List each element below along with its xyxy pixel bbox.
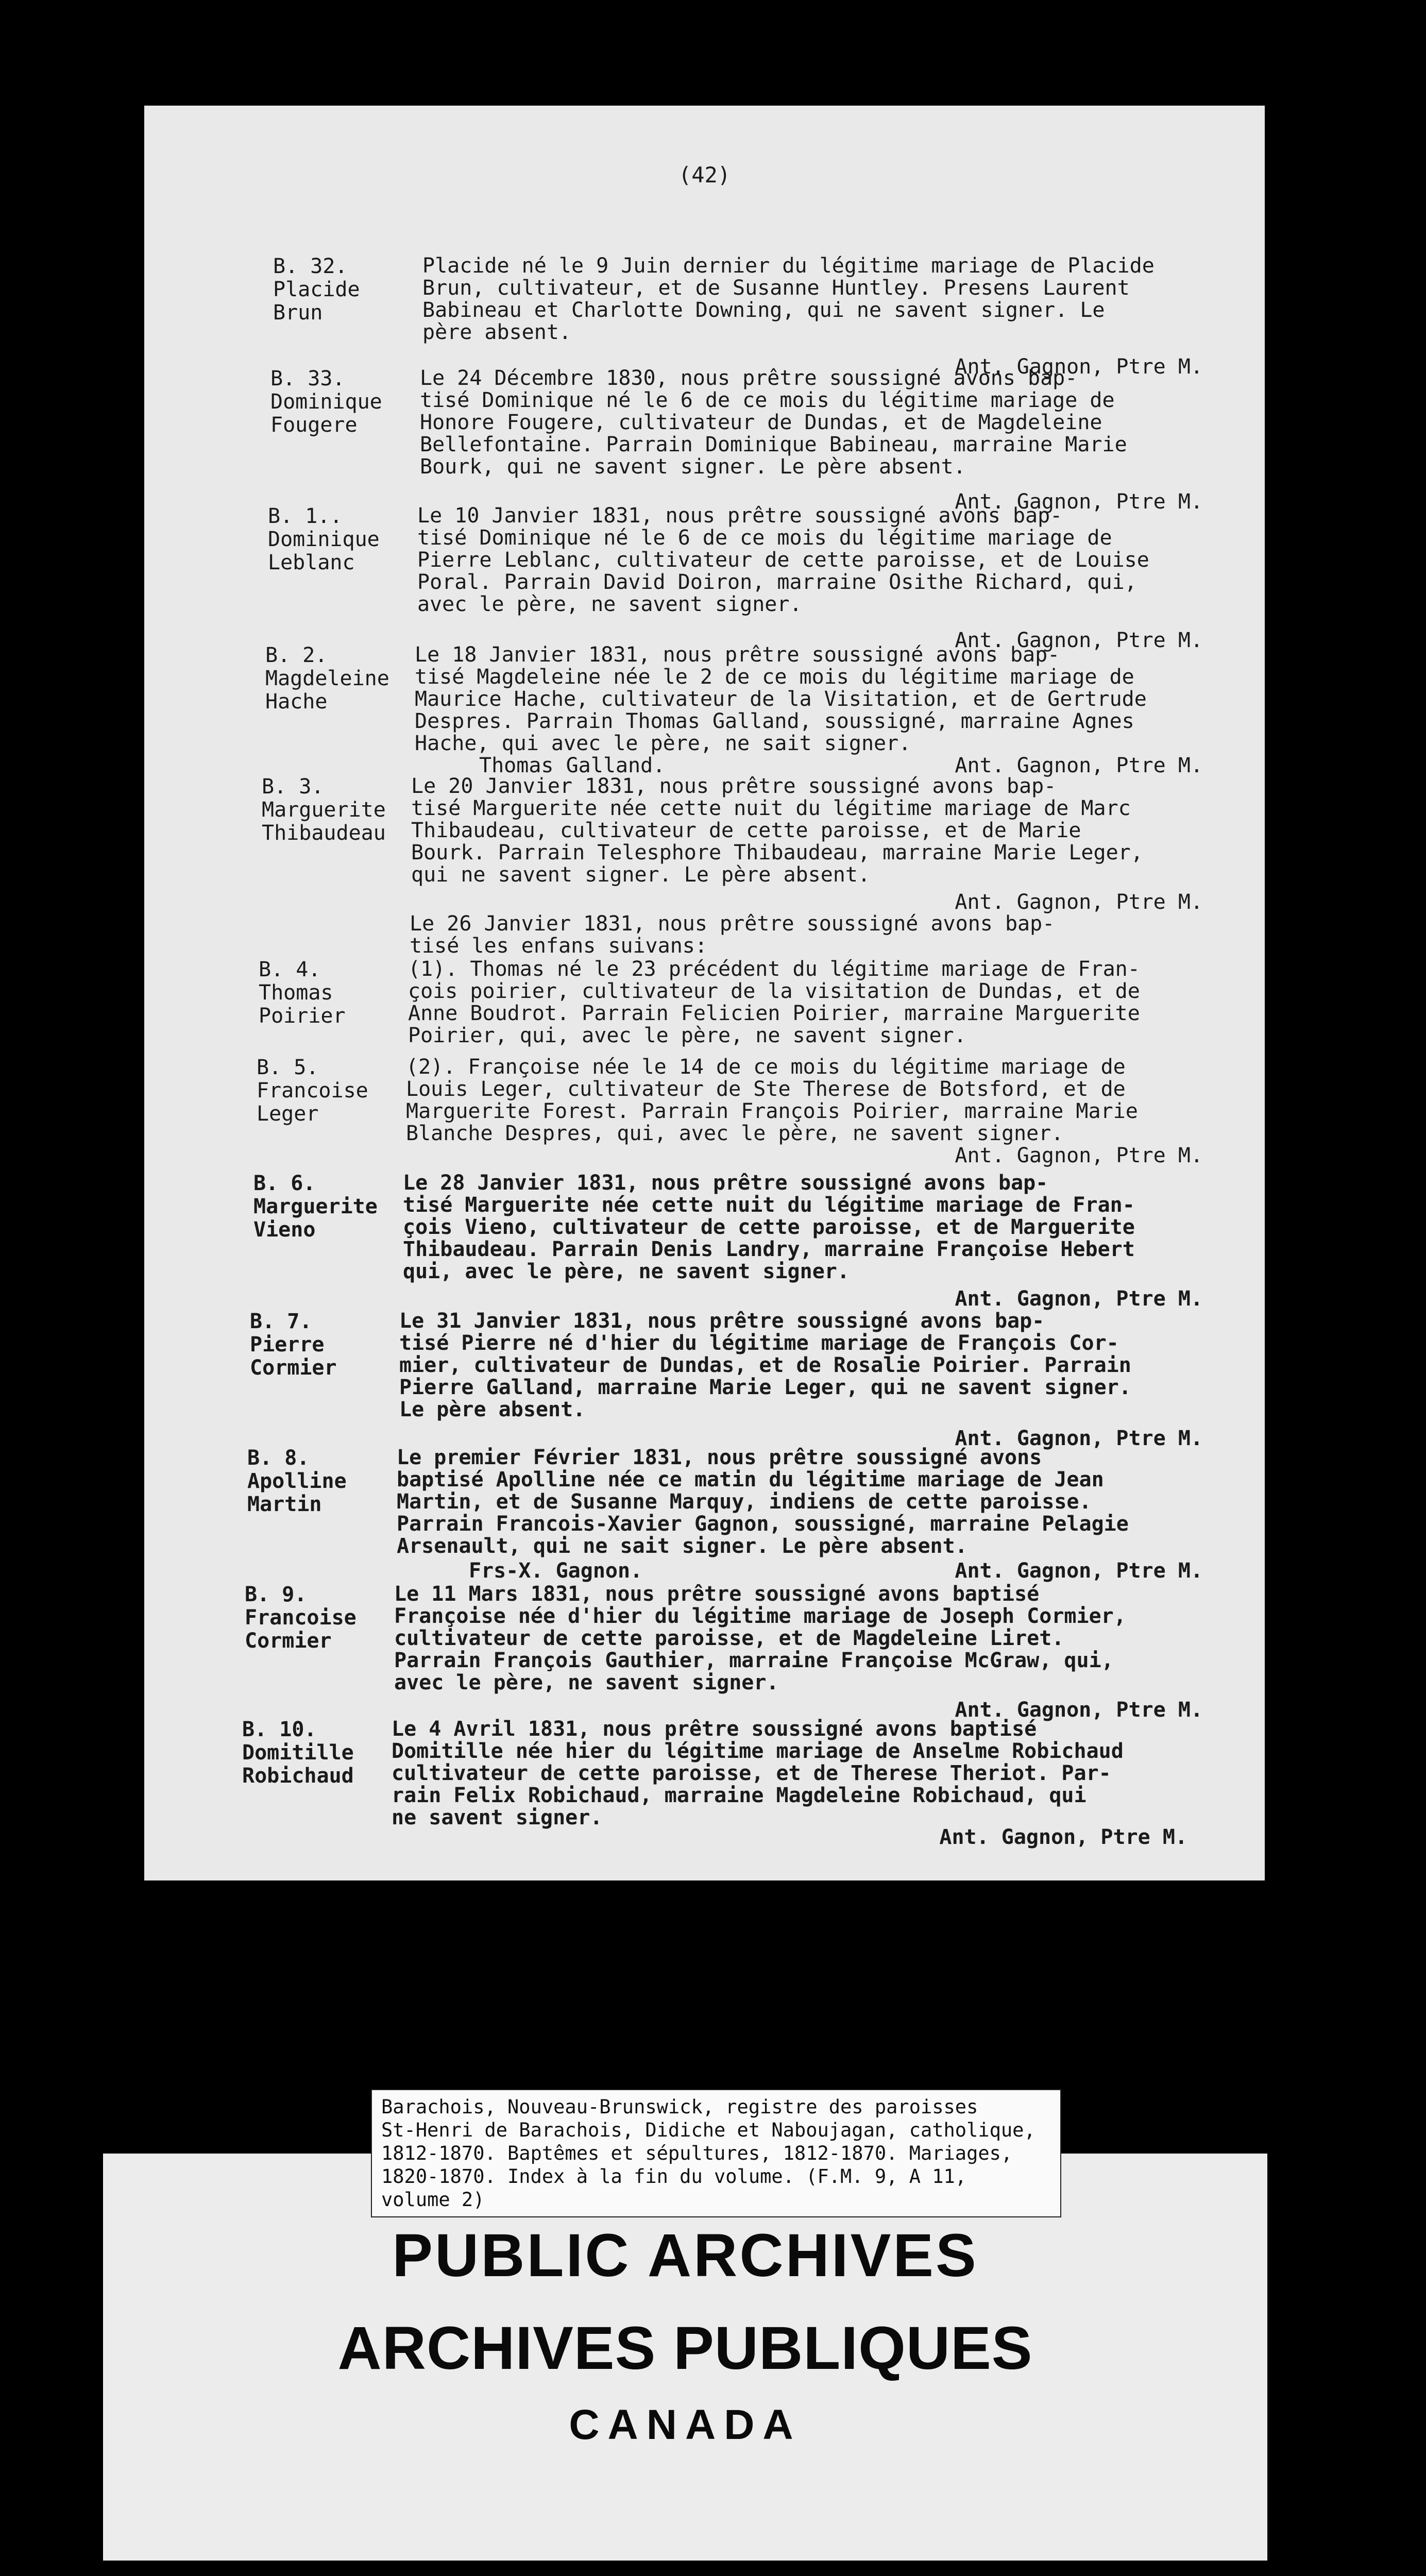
- stamp-archives-publiques: ARCHIVES PUBLIQUES: [337, 2314, 1033, 2382]
- entry-text: Le 20 Janvier 1831, nous prêtre soussigné avons bap- tisé Marguerite née cette nuit du légitime mariage de Marc Thibaudeau, cultivateur de cette paroisse, et de Marie Bourk. Parrain Telesphore Thibaudeau, marraine Marie Leger, qui ne savent signer. Le père absent.: [411, 774, 1143, 887]
- entry-text: Le 28 Janvier 1831, nous prêtre soussigné avons bap- tisé Marguerite née cette nuit du légitime mariage de Fran- çois Vieno, cultivateur de cette paroisse, et de Marguerite Thibaudeau. Parrain Denis Landry, marraine Françoise Hebert qui, avec le père, ne savent signer.: [403, 1171, 1135, 1283]
- entry-label: B. 3. Marguerite Thibaudeau: [262, 775, 386, 845]
- entry-text: Le premier Février 1831, nous prêtre soussigné avons baptisé Apolline née ce matin du légitime mariage de Jean Martin, et de Susanne Marquy, indiens de cette paroisse. Parrain Francois-Xavier Gagnon, soussigné, marraine Pelagie Arsenault, qui ne sait signer. Le père absent.: [397, 1446, 1129, 1558]
- catalog-label: Barachois, Nouveau-Brunswick, registre des paroisses St-Henri de Barachois, Didiche et Naboujagan, catholique, 1812-1870. Baptêmes et sépultures, 1812-1870. Mariages, 1820-1870. Index à la fin du volume. (F.M. 9, A 11, volume 2): [371, 2089, 1061, 2217]
- priest-signature: Ant. Gagnon, Ptre M.: [955, 1427, 1203, 1450]
- priest-signature: Ant. Gagnon, Ptre M.: [955, 1287, 1203, 1311]
- entry-label: B. 5. Francoise Leger: [257, 1056, 368, 1126]
- entry-text: Le 18 Janvier 1831, nous prêtre soussigné avons bap- tisé Magdeleine née le 2 de ce mois du légitime mariage de Maurice Hache, cultivateur de la Visitation, et de Gertrude Despres. Parrain Thomas Galland, soussigné, marraine Agnes Hache, qui avec le père, ne sait signer.: [415, 643, 1147, 755]
- register-page: [144, 106, 1265, 1880]
- entry-label: B. 4. Thomas Poirier: [259, 958, 346, 1028]
- page-number: (42): [678, 162, 731, 188]
- entry-text: (2). Françoise née le 14 de ce mois du légitime mariage de Louis Leger, cultivateur de Ste Therese de Botsford, et de Marguerite Forest. Parrain François Poirier, marraine Marie Blanche Despres, qui, avec le père, ne savent signer.: [406, 1055, 1138, 1145]
- priest-signature: Ant. Gagnon, Ptre M.: [955, 754, 1203, 777]
- priest-signature: Ant. Gagnon, Ptre M.: [955, 1698, 1203, 1722]
- entry-text: Le 10 Janvier 1831, nous prêtre soussigné avons bap- tisé Dominique né le 6 de ce mois du légitime mariage de Pierre Leblanc, cultivateur de cette paroisse, et de Louise Poral. Parrain David Doiron, marraine Osithe Richard, qui, avec le père, ne savent signer.: [417, 504, 1149, 616]
- witness-signature: Frs-X. Gagnon.: [469, 1559, 643, 1583]
- entry-label: B. 1.. Dominique Leblanc: [268, 504, 380, 574]
- priest-signature: Ant. Gagnon, Ptre M.: [955, 1144, 1203, 1167]
- entry-text: Le 11 Mars 1831, nous prêtre soussigné avons baptisé Françoise née d'hier du légitime mariage de Joseph Cormier, cultivateur de cette paroisse, et de Magdeleine Liret. Parrain François Gauthier, marraine Françoise McGraw, qui, avec le père, ne savent signer.: [394, 1582, 1126, 1694]
- entry-text: Le 24 Décembre 1830, nous prêtre soussigné avons bap- tisé Dominique né le 6 de ce mois du légitime mariage de Honore Fougere, cultivateur de Dundas, et de Magdeleine Bellefontaine. Parrain Dominique Babineau, marraine Marie Bourk, qui ne savent signer. Le père absent.: [420, 366, 1127, 479]
- entry-label: B. 33. Dominique Fougere: [270, 367, 382, 437]
- priest-signature: Ant. Gagnon, Ptre M.: [955, 1559, 1203, 1583]
- priest-signature: Ant. Gagnon, Ptre M.: [955, 490, 1203, 514]
- witness-signature: Thomas Galland.: [479, 754, 666, 777]
- entry-label: B. 10. Domitille Robichaud: [242, 1718, 354, 1788]
- entry-text: Le 31 Janvier 1831, nous prêtre soussigné avons bap- tisé Pierre né d'hier du légitime mariage de François Cor- mier, cultivateur de Dundas, et de Rosalie Poirier. Parrain Pierre Galland, marraine Marie Leger, qui ne savent signer. Le père absent.: [399, 1309, 1131, 1421]
- entry-label: B. 7. Pierre Cormier: [250, 1310, 337, 1380]
- entry-text: (1). Thomas né le 23 précédent du légitime mariage de Fran- çois poirier, cultivateur de la visitation de Dundas, et de Anne Boudrot. Parrain Felicien Poirier, marraine Marguerite Poirier, qui, avec le père, ne savent signer.: [408, 957, 1140, 1047]
- priest-signature: Ant. Gagnon, Ptre M.: [939, 1825, 1187, 1849]
- entry-text: Le 4 Avril 1831, nous prêtre soussigné avons baptisé Domitille née hier du légitime mariage de Anselme Robichaud cultivateur de cette paroisse, et de Therese Theriot. Par- rain Felix Robichaud, marraine Magdeleine Robichaud, qui ne savent signer.: [392, 1717, 1124, 1829]
- entry-label: B. 6. Marguerite Vieno: [253, 1172, 378, 1242]
- entry-label: B. 8. Apolline Martin: [247, 1446, 347, 1516]
- priest-signature: Ant. Gagnon, Ptre M.: [955, 890, 1203, 914]
- priest-signature: Ant. Gagnon, Ptre M.: [955, 355, 1203, 379]
- priest-signature: Ant. Gagnon, Ptre M.: [955, 629, 1203, 652]
- entry-label: B. 32. Placide Brun: [273, 255, 360, 325]
- entry-text: Placide né le 9 Juin dernier du légitime mariage de Placide Brun, cultivateur, et de Susanne Huntley. Presens Laurent Babineau et Charlotte Downing, qui ne savent signer. Le père absent.: [422, 254, 1155, 344]
- stamp-public-archives: PUBLIC ARCHIVES: [392, 2222, 978, 2290]
- entry-label: B. 2. Magdeleine Hache: [265, 643, 389, 714]
- stamp-canada: CANADA: [569, 2401, 802, 2448]
- entry-label: B. 9. Francoise Cormier: [245, 1583, 356, 1653]
- entry-text: Le 26 Janvier 1831, nous prêtre soussigné avons bap- tisé les enfans suivans:: [410, 912, 1055, 958]
